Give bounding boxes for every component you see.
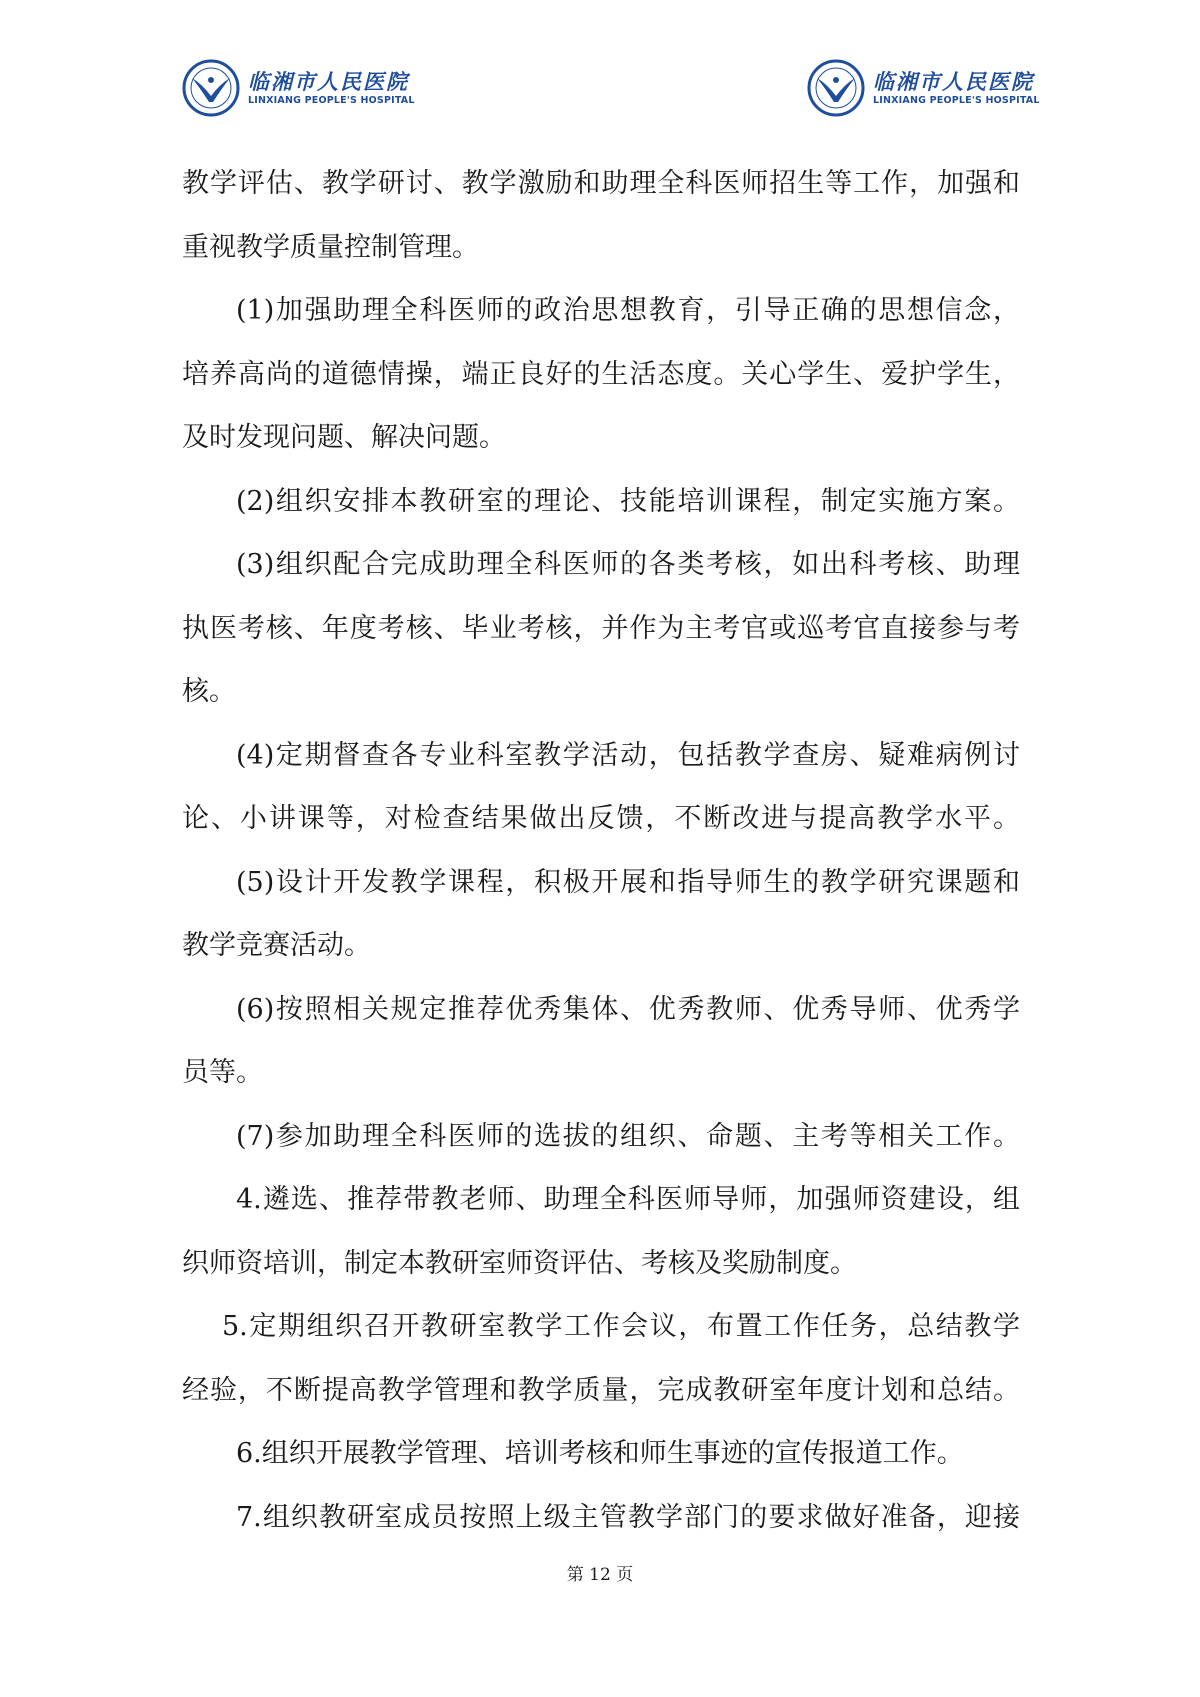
- document-body: [182, 152, 1020, 1549]
- logo-name-cn: 临湘市人民医院: [248, 68, 409, 94]
- logo-name-en: LINXIANG PEOPLE'S HOSPITAL: [248, 94, 415, 106]
- text-line: 论、小讲课等，对检查结果做出反馈，不断改进与提高教学水平。: [182, 803, 1020, 834]
- text-line: (6)按照相关规定推荐优秀集体、优秀教师、优秀导师、优秀学: [236, 993, 1020, 1025]
- text-line: 教学竞赛活动。: [182, 930, 371, 961]
- text-line: 教学评估、教学研讨、教学激励和助理全科医师招生等工作，加强和: [182, 168, 1020, 199]
- text-line: 执医考核、年度考核、毕业考核，并作为主考官或巡考官直接参与考: [182, 612, 1020, 644]
- text-line: (7)参加助理全科医师的选拔的组织、命题、主考等相关工作。: [236, 1120, 1020, 1152]
- hospital-emblem-icon: [805, 58, 867, 118]
- text-line: (3)组织配合完成助理全科医师的各类考核，如出科考核、助理: [236, 549, 1020, 580]
- page-number: 第 12 页: [566, 1565, 634, 1585]
- text-line: 织师资培训，制定本教研室师资评估、考核及奖励制度。: [182, 1247, 857, 1279]
- logo-name-cn: 临湘市人民医院: [873, 68, 1034, 94]
- hospital-emblem-icon: [180, 58, 242, 118]
- text-line: 经验，不断提高教学管理和教学质量，完成教研室年度计划和总结。: [182, 1374, 1020, 1406]
- text-line: 6.组织开展教学管理、培训考核和师生事迹的宣传报道工作。: [236, 1438, 964, 1469]
- text-line: (5)设计开发教学课程，积极开展和指导师生的教学研究课题和: [236, 866, 1020, 898]
- hospital-logo-left: [180, 58, 415, 118]
- hospital-logo-right: [805, 58, 1040, 118]
- text-line: 员等。: [182, 1057, 263, 1088]
- text-line: 重视教学质量控制管理。: [182, 231, 479, 263]
- text-line: (2)组织安排本教研室的理论、技能培训课程，制定实施方案。: [236, 485, 1020, 517]
- text-line: 4.遴选、推荐带教老师、助理全科医师导师，加强师资建设，组: [236, 1184, 1020, 1215]
- text-line: 及时发现问题、解决问题。: [182, 422, 506, 453]
- text-line: 7.组织教研室成员按照上级主管教学部门的要求做好准备，迎接: [236, 1501, 1020, 1533]
- text-line: 5.定期组织召开教研室教学工作会议，布置工作任务，总结教学: [222, 1311, 1020, 1342]
- text-line: (1)加强助理全科医师的政治思想教育，引导正确的思想信念，: [236, 295, 1020, 326]
- text-line: (4)定期督查各专业科室教学活动，包括教学查房、疑难病例讨: [236, 739, 1020, 771]
- text-line: 培养高尚的道德情操，端正良好的生活态度。关心学生、爱护学生，: [182, 358, 1020, 390]
- logo-name-en: LINXIANG PEOPLE'S HOSPITAL: [873, 94, 1040, 106]
- text-line: 核。: [182, 676, 236, 707]
